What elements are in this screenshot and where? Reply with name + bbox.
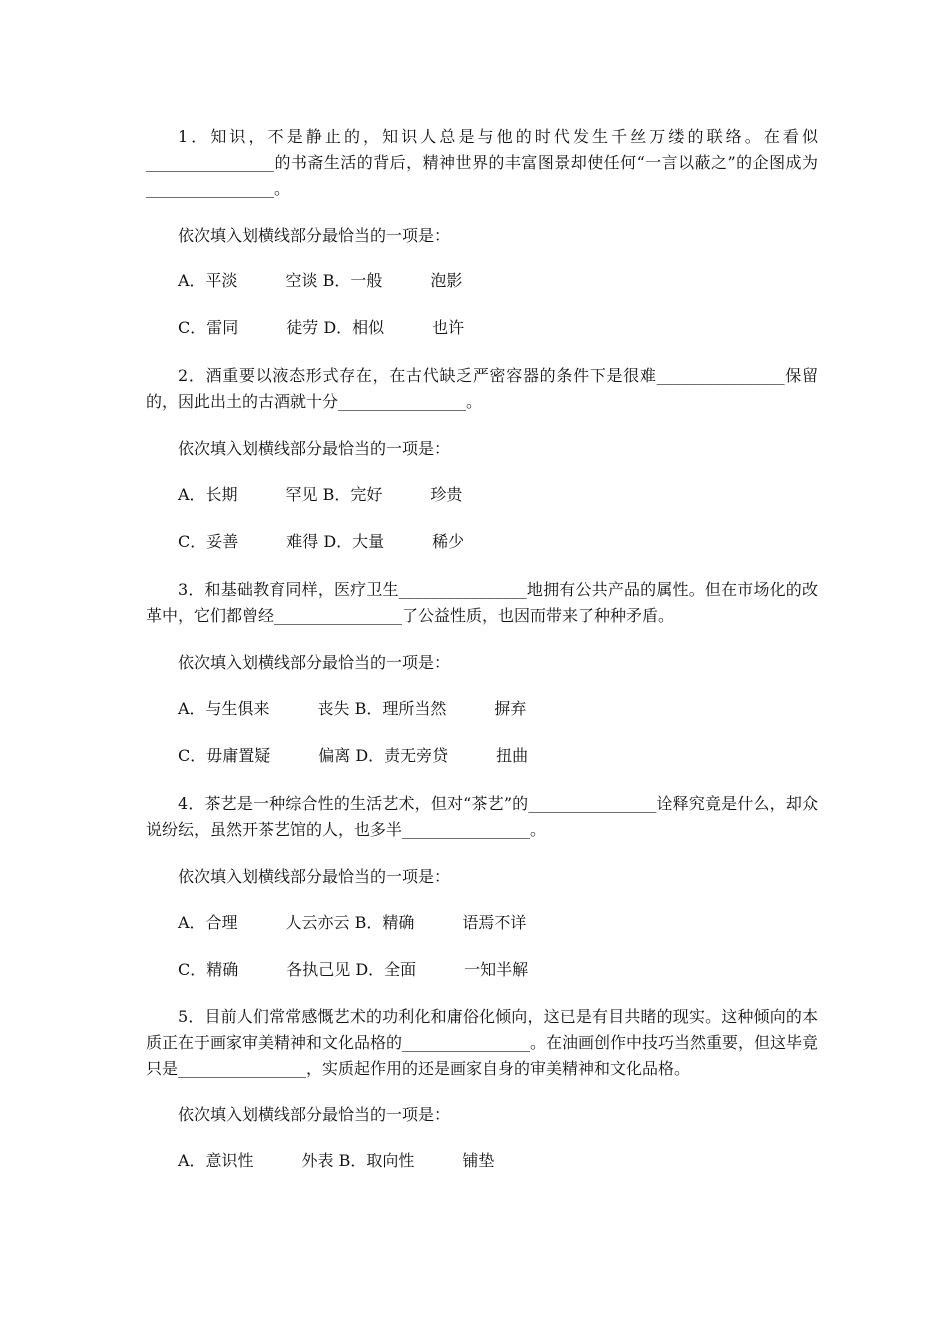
question-5-options-ab: A．意识性 外表 B．取向性 铺垫 xyxy=(178,1151,495,1170)
question-2-options-ab: A．长期 罕见 B．完好 珍贵 xyxy=(178,485,463,504)
question-3-options-ab: A．与生俱来 丧失 B．理所当然 摒弃 xyxy=(178,699,527,718)
question-5-instruction: 依次填入划横线部分最恰当的一项是： xyxy=(178,1105,451,1124)
question-1-options-ab: A．平淡 空谈 B．一般 泡影 xyxy=(178,271,463,290)
question-1-stem: 1．知识，不是静止的，知识人总是与他的时代发生千丝万缕的联络。在看似________________的书斋生活的背后，精神世界的丰富图景却使任何“一言以蔽之”的企图成为________________。 xyxy=(146,127,818,198)
question-4-stem: 4．茶艺是一种综合性的生活艺术，但对“茶艺”的________________诠释究竟是什么，却众说纷纭，虽然开茶艺馆的人，也多半________________。 xyxy=(146,794,818,839)
question-1-instruction: 依次填入划横线部分最恰当的一项是： xyxy=(178,226,451,245)
question-2-stem: 2．酒重要以液态形式存在，在古代缺乏严密容器的条件下是很难________________保留的，因此出土的古酒就十分________________。 xyxy=(146,366,818,411)
question-2-options-cd: C．妥善 难得 D．大量 稀少 xyxy=(178,532,465,551)
question-3-stem: 3．和基础教育同样，医疗卫生________________地拥有公共产品的属性。但在市场化的改革中，它们都曾经________________了公益性质，也因而带来了种种矛盾。 xyxy=(146,580,818,625)
question-3-options-cd: C．毋庸置疑 偏离 D．责无旁贷 扭曲 xyxy=(178,746,529,765)
question-4-instruction: 依次填入划横线部分最恰当的一项是： xyxy=(178,867,451,886)
question-4-options-ab: A．合理 人云亦云 B．精确 语焉不详 xyxy=(178,913,527,932)
question-5-stem: 5．目前人们常常感慨艺术的功利化和庸俗化倾向，这已是有目共睹的现实。这种倾向的本质正在于画家审美精神和文化品格的________________。在油画创作中技巧当然重要，但这毕竟只是________________，实质起作用的还是画家自身的审美精神和文化品格。 xyxy=(146,1007,819,1078)
question-4-options-cd: C．精确 各执己见 D．全面 一知半解 xyxy=(178,960,529,979)
question-1-options-cd: C．雷同 徒劳 D．相似 也许 xyxy=(178,318,465,337)
question-3-instruction: 依次填入划横线部分最恰当的一项是： xyxy=(178,653,451,672)
question-2-instruction: 依次填入划横线部分最恰当的一项是： xyxy=(178,439,451,458)
